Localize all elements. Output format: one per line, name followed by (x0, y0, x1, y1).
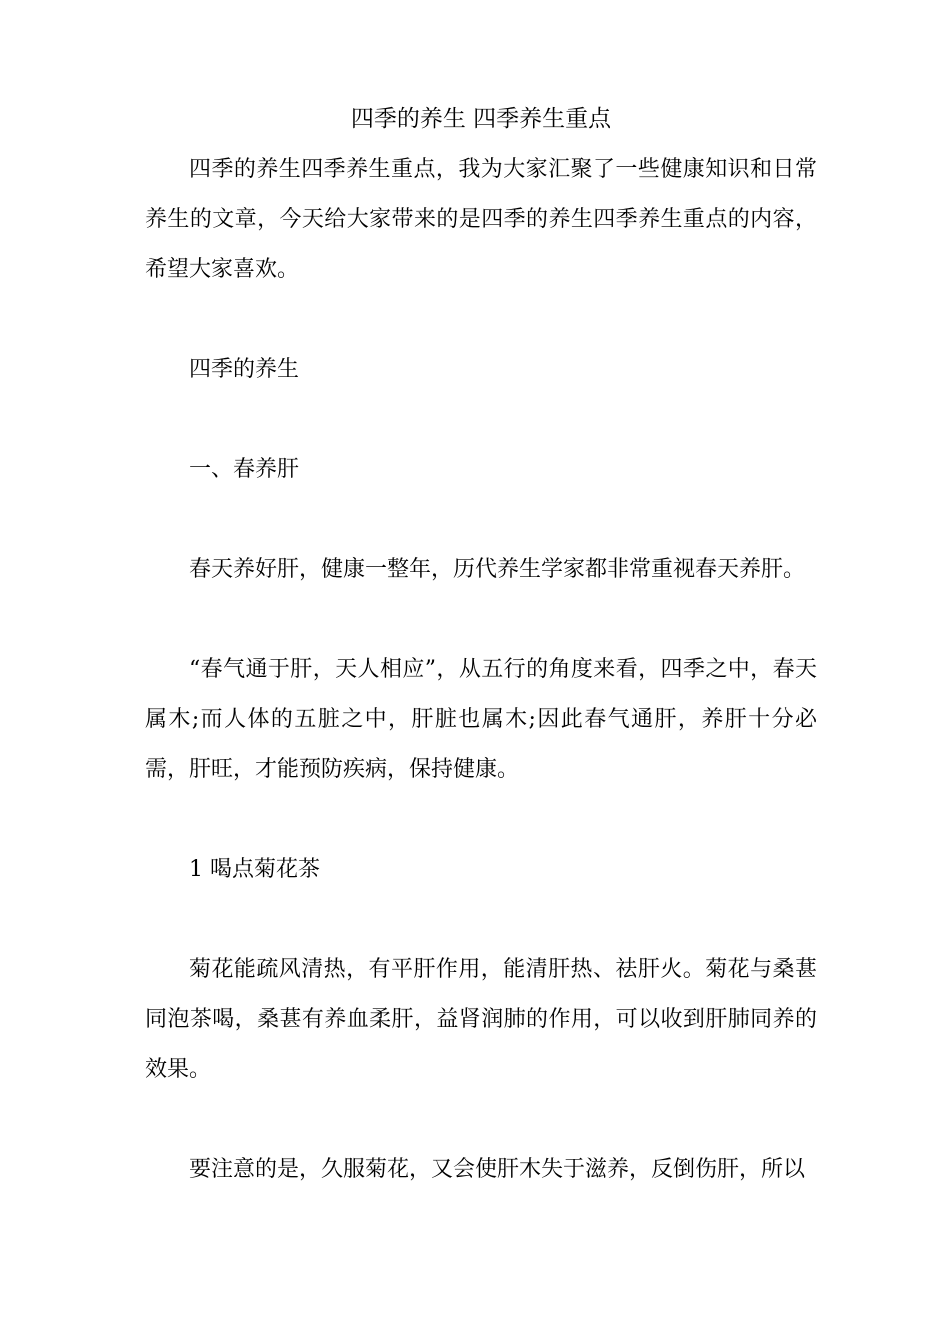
chrysanthemum-paragraph: 菊花能疏风清热，有平肝作用，能清肝热、祛肝火。菊花与桑葚同泡茶喝，桑葚有养血柔肝，益肾润肺的作用，可以收到肝肺同养的效果。 (145, 957, 817, 1082)
subheading-chrysanthemum-tea: 1 喝点菊花茶 (189, 857, 320, 882)
spring-liver-paragraph: 春天养好肝，健康一整年，历代养生学家都非常重视春天养肝。 (189, 557, 806, 582)
paragraph-gap (145, 395, 817, 445)
paragraph-gap (145, 1095, 817, 1145)
section-heading-seasons: 四季的养生 (189, 357, 300, 382)
intro-paragraph: 四季的养生四季养生重点，我为大家汇聚了一些健康知识和日常养生的文章，今天给大家带来的是四季的养生四季养生重点的内容，希望大家喜欢。 (145, 157, 817, 282)
document-body (145, 99, 817, 1195)
paragraph-gap (145, 495, 817, 545)
caution-paragraph: 要注意的是，久服菊花，又会使肝木失于滋养，反倒伤肝，所以 (189, 1157, 806, 1182)
section-heading-spring: 一、春养肝 (189, 457, 300, 482)
five-elements-paragraph: “春气通于肝，天人相应”，从五行的角度来看，四季之中，春天属木;而人体的五脏之中，肝脏也属木;因此春气通肝，养肝十分必需，肝旺，才能预防疾病，保持健康。 (145, 657, 817, 782)
paragraph-gap (145, 895, 817, 945)
paragraph-gap (145, 295, 817, 345)
document-title: 四季的养生 四季养生重点 (350, 106, 612, 132)
paragraph-gap (145, 795, 817, 845)
paragraph-gap (145, 595, 817, 645)
